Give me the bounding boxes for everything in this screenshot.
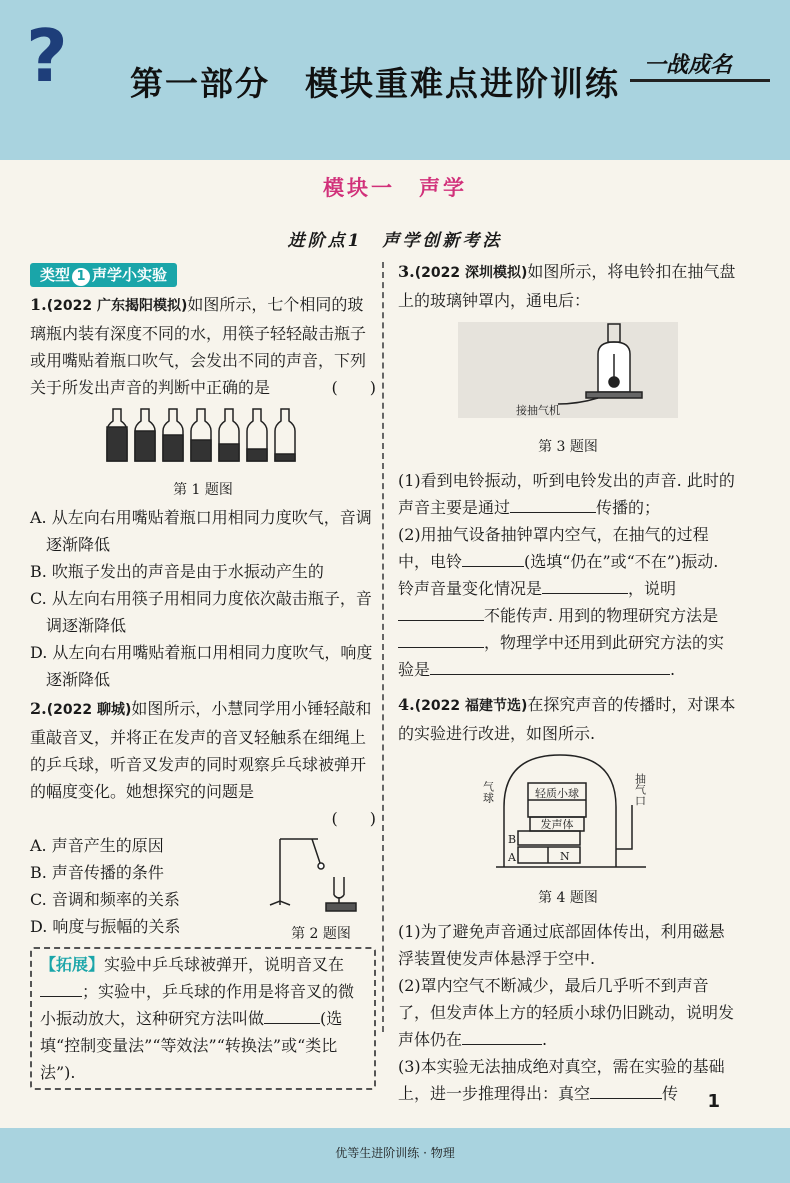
module-title: 模块一 声学 [323,176,467,200]
question-source: (2022 福建节选) [414,698,528,714]
n-label: N [560,850,570,863]
question-4 [398,691,738,1107]
blank[interactable] [542,575,628,594]
question-source: (2022 聊城) [46,702,132,718]
q3-part1-text: (1)看到电铃振动，听到电铃发出的声音. 此时的声音主要是通过 [398,471,735,517]
question-2 [30,695,376,1090]
option-c: C. 从左向右用筷子用相同力度依次敲击瓶子，音调逐渐降低 [30,589,372,635]
bottle-2 [135,409,155,461]
q3-part2-end: . [670,660,676,679]
page-number: 1 [707,1091,720,1112]
option-a: A. 声音产生的原因 [30,836,164,855]
option-a: A. 从左向右用嘴贴着瓶口用相同力度吹气，音调逐渐降低 [30,508,372,554]
footer-text: 优等生进阶训练 · 物理 [335,1146,455,1160]
q3-part2-text-c: ，说明 [628,579,677,598]
question-stem: 如图所示，小慧同学用小锤轻敲和重敲音叉，并将正在发声的音叉轻触系在细绳上的乒乓球，听音叉发声的同时观察乒乓球被弹开的幅度变化。她想探究的问题是 [30,699,372,801]
extension-text-3: (选填“控制变量法”“等效法”“转换法”或“类比法”). [40,1009,343,1082]
type-name: 声学小实验 [92,266,168,284]
q3-part2-text-d: 不能传声. 用到的物理研究方法是 [484,606,719,625]
question-number: 4. [398,695,415,714]
option-c: C. 音调和频率的关系 [30,890,180,909]
blank[interactable] [430,656,550,675]
blank[interactable] [550,656,670,675]
blank[interactable] [40,978,82,997]
q4-part2-end: . [542,1030,548,1049]
extension-tag: 【拓展】 [40,955,105,974]
question-stem: 如图所示，将电铃扣在抽气盘上的玻璃钟罩内，通电后： [398,262,736,310]
extension-text-2: ；实验中，乒乓球的作用是将音叉的微小振动放大，这种研究方法叫做 [40,982,355,1028]
option-d: D. 响度与振幅的关系 [30,917,181,936]
q3-part1-end: 传播的； [596,498,661,517]
type-tag [30,263,177,287]
bottles-svg [103,405,303,465]
type-label: 类型 [40,266,71,284]
bottle-5 [219,409,239,461]
figure-caption: 第 4 题图 [538,890,598,906]
option-b: B. 吹瓶子发出的声音是由于水振动产生的 [30,562,324,581]
blank[interactable] [590,1080,662,1099]
part-title: 第一部分 模块重难点进阶训练 [130,64,620,103]
q4-part3-end: 传 [662,1084,679,1103]
brand-logo: 一战成名 [643,53,732,78]
blank[interactable] [462,548,524,567]
q3-part2-text-b: (选填“仍在”或“不在”)振动. 铃声音量变化情况是 [398,552,719,598]
question-mark-icon: ? [26,14,68,98]
b-label: B [508,833,517,846]
balloon-label: 气球 [481,781,495,803]
question-number: 3. [398,262,415,281]
blank[interactable] [462,1026,542,1045]
levitation-svg [468,751,668,873]
figure-caption: 第 2 题图 [291,926,351,942]
right-column [398,258,738,1107]
a-label: A [508,851,516,864]
light-ball-label: 轻质小球 [535,787,579,800]
blank[interactable] [398,602,484,621]
left-column [30,261,376,1090]
levitation-figure [398,751,738,881]
question-stem: 在探究声音的传播时，对课本的实验进行改进，如图所示. [398,695,736,743]
q2-options-area [30,805,376,941]
blank[interactable] [510,494,596,513]
column-divider [382,262,384,1032]
bottle-7 [275,409,295,461]
q3-part2-text-e: ，物理学中还用到此研究方法的实验是 [398,633,725,679]
bell-jar-figure [398,318,738,430]
question-3 [398,258,738,683]
q4-part2-text: (2)罩内空气不断减少，最后几乎听不到声音了，但发声体上方的轻质小球仍旧跳动，说明发声体仍在 [398,976,735,1049]
figure-caption: 第 1 题图 [173,482,233,498]
pump-port-label: 抽气口 [633,773,647,806]
extension-text-1: 实验中乒乓球被弹开，说明音叉在 [104,955,345,974]
blank[interactable] [398,629,484,648]
question-number: 1. [30,295,47,314]
bottles-figure [30,405,376,473]
option-d: D. 从左向右用嘴贴着瓶口用相同力度吹气，响度逐渐降低 [30,643,373,689]
brand-underline [630,79,770,82]
bottle-4 [191,409,211,461]
pump-label: 接抽气机 [516,404,560,417]
bell-jar-svg [448,318,688,422]
q3-part2-text: (2)用抽气设备抽钟罩内空气，在抽气的过程中，电铃 [398,525,709,571]
bottles-group [107,409,295,461]
extension-box [30,947,376,1090]
bottle-3 [163,409,183,461]
tuning-fork-svg [268,833,374,913]
question-source: (2022 广东揭阳模拟) [46,298,188,314]
bottle-1 [107,409,127,461]
answer-paren: ( ) [331,809,376,828]
figure-caption: 第 3 题图 [538,439,598,455]
blank[interactable] [264,1005,320,1024]
question-number: 2. [30,699,47,718]
question-stem: 如图所示，七个相同的玻璃瓶内装有深度不同的水，用筷子轻轻敲击瓶子或用嘴贴着瓶口吹气，会发出不同的声音，下列关于所发出声音的判断中正确的是 [30,295,367,397]
bottle-6 [247,409,267,461]
question-source: (2022 深圳模拟) [414,265,528,281]
sound-source-label: 发声体 [540,818,574,831]
q4-part3-text: (3)本实验无法抽成绝对真空，需在实验的基础上，进一步推理得出：真空 [398,1057,725,1103]
q4-part1-text: (1)为了避免声音通过底部固体传出，利用磁悬浮装置使发声体悬浮于空中. [398,922,725,968]
tuning-fork-figure [268,833,374,948]
answer-paren: ( ) [331,378,376,397]
option-b: B. 声音传播的条件 [30,863,164,882]
section-title: 进阶点1 声学创新考法 [287,231,503,251]
type-number: 1 [72,268,90,286]
question-1 [30,291,376,693]
